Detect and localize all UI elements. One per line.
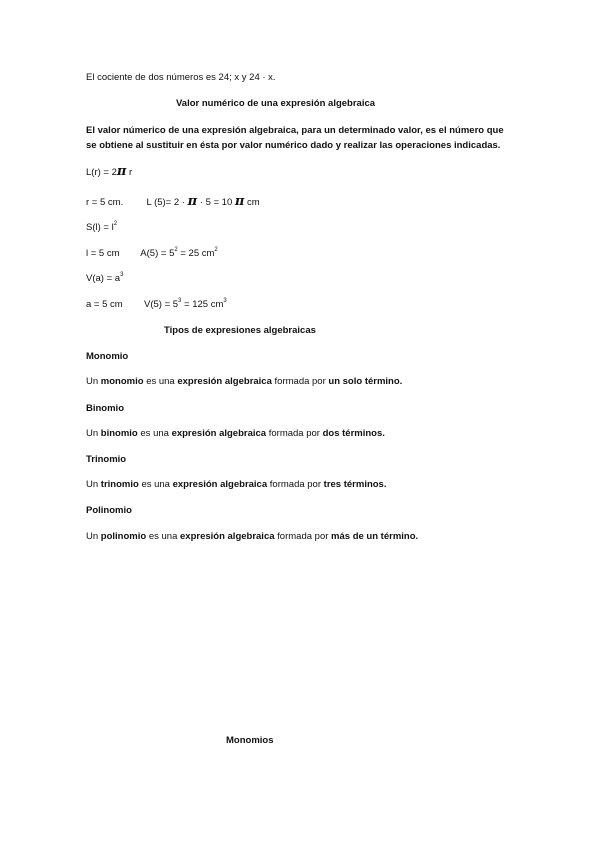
type-heading-text: Polinomio [86, 505, 132, 516]
calc-text: = 25 cm [180, 248, 215, 259]
def-text: es una [148, 531, 178, 542]
calc-text: = 125 cm [184, 299, 224, 310]
type-heading-text: Trinomio [86, 454, 127, 465]
def-end: un solo término. [328, 376, 403, 387]
def-expr: expresión algebraica [171, 428, 267, 439]
calc-text: · 5 = 10 [199, 197, 233, 208]
cube-value-line [86, 298, 227, 311]
formula-text: V(a) = a [86, 273, 121, 284]
exponent: 3 [120, 272, 124, 278]
section-title-text: Valor numérico de una expresión algebraica [176, 98, 376, 109]
unit-text: cm [247, 197, 260, 208]
def-term: binomio [100, 428, 138, 439]
exponent: 3 [178, 298, 182, 304]
value-text: l = 5 cm [86, 248, 120, 259]
type-heading-text: Monomio [86, 351, 129, 362]
square-value-line [86, 247, 218, 260]
pi-symbol: π [234, 194, 245, 209]
square-formula [86, 221, 117, 234]
exponent: 2 [113, 221, 118, 227]
def-term: trinomio [100, 479, 139, 490]
def-text: Un [86, 479, 99, 490]
def-text: formada por [274, 376, 326, 387]
def-end: tres términos. [323, 479, 387, 490]
def-expr: expresión algebraica [180, 531, 275, 542]
type-heading-polinomio [86, 504, 132, 517]
calc-text: V(5) = 5 [143, 299, 179, 310]
def-text: es una [141, 479, 170, 490]
calc-text: L (5)= 2 · [146, 197, 185, 208]
def-term: monomio [100, 376, 144, 387]
type-heading-trinomio [86, 453, 126, 466]
type-definition-monomio [86, 375, 402, 388]
pi-symbol: π [187, 194, 198, 209]
circle-value-line [86, 195, 260, 209]
value-text: r = 5 cm. [86, 197, 124, 208]
section-title-text: Monomios [226, 735, 274, 746]
def-expr: expresión algebraica [172, 479, 268, 490]
exponent: 2 [174, 247, 178, 253]
def-expr: expresión algebraica [177, 376, 272, 387]
section-title-monomios [226, 734, 274, 747]
formula-text: r [129, 167, 133, 178]
intro-text: El cociente de dos números es 24; x y 24 · x. [86, 72, 276, 83]
section-title-tipos [164, 324, 316, 337]
value-text: a = 5 cm [86, 299, 123, 310]
exponent: 2 [214, 247, 218, 253]
definition-line-2 [86, 139, 500, 152]
type-definition-polinomio [86, 530, 418, 543]
circle-formula [86, 165, 132, 179]
type-heading-text: Binomio [86, 403, 124, 414]
intro-line [86, 71, 276, 84]
formula-text: S(l) = l [86, 222, 114, 233]
def-term: polinomio [100, 531, 147, 542]
def-end: dos términos. [322, 428, 385, 439]
formula-text: L(r) = 2 [86, 167, 117, 178]
definition-line-1 [86, 124, 504, 137]
calc-text: A(5) = 5 [140, 248, 175, 259]
def-text: formada por [269, 479, 322, 490]
cube-formula [86, 272, 123, 285]
type-definition-binomio [86, 427, 385, 440]
def-text: Un [86, 428, 99, 439]
def-text: formada por [268, 428, 320, 439]
pi-symbol: π [116, 164, 127, 179]
type-heading-monomio [86, 350, 128, 363]
def-text: es una [146, 376, 175, 387]
type-definition-trinomio [86, 478, 386, 491]
section-title-text: Tipos de expresiones algebraicas [164, 325, 316, 336]
def-text: Un [86, 531, 99, 542]
type-heading-binomio [86, 402, 124, 415]
def-text: formada por [277, 531, 329, 542]
def-end: más de un término. [331, 531, 419, 542]
definition-text-2: se obtiene al sustituir en ésta por valor numérico dado y realizar las operaciones indicadas. [86, 140, 501, 151]
exponent: 3 [223, 298, 227, 304]
def-text: es una [140, 428, 169, 439]
section-title-valor-numerico [176, 97, 375, 110]
definition-text-1: El valor númerico de una expresión algebraica, para un determinado valor, es el número que [86, 125, 504, 136]
def-text: Un [86, 376, 99, 387]
